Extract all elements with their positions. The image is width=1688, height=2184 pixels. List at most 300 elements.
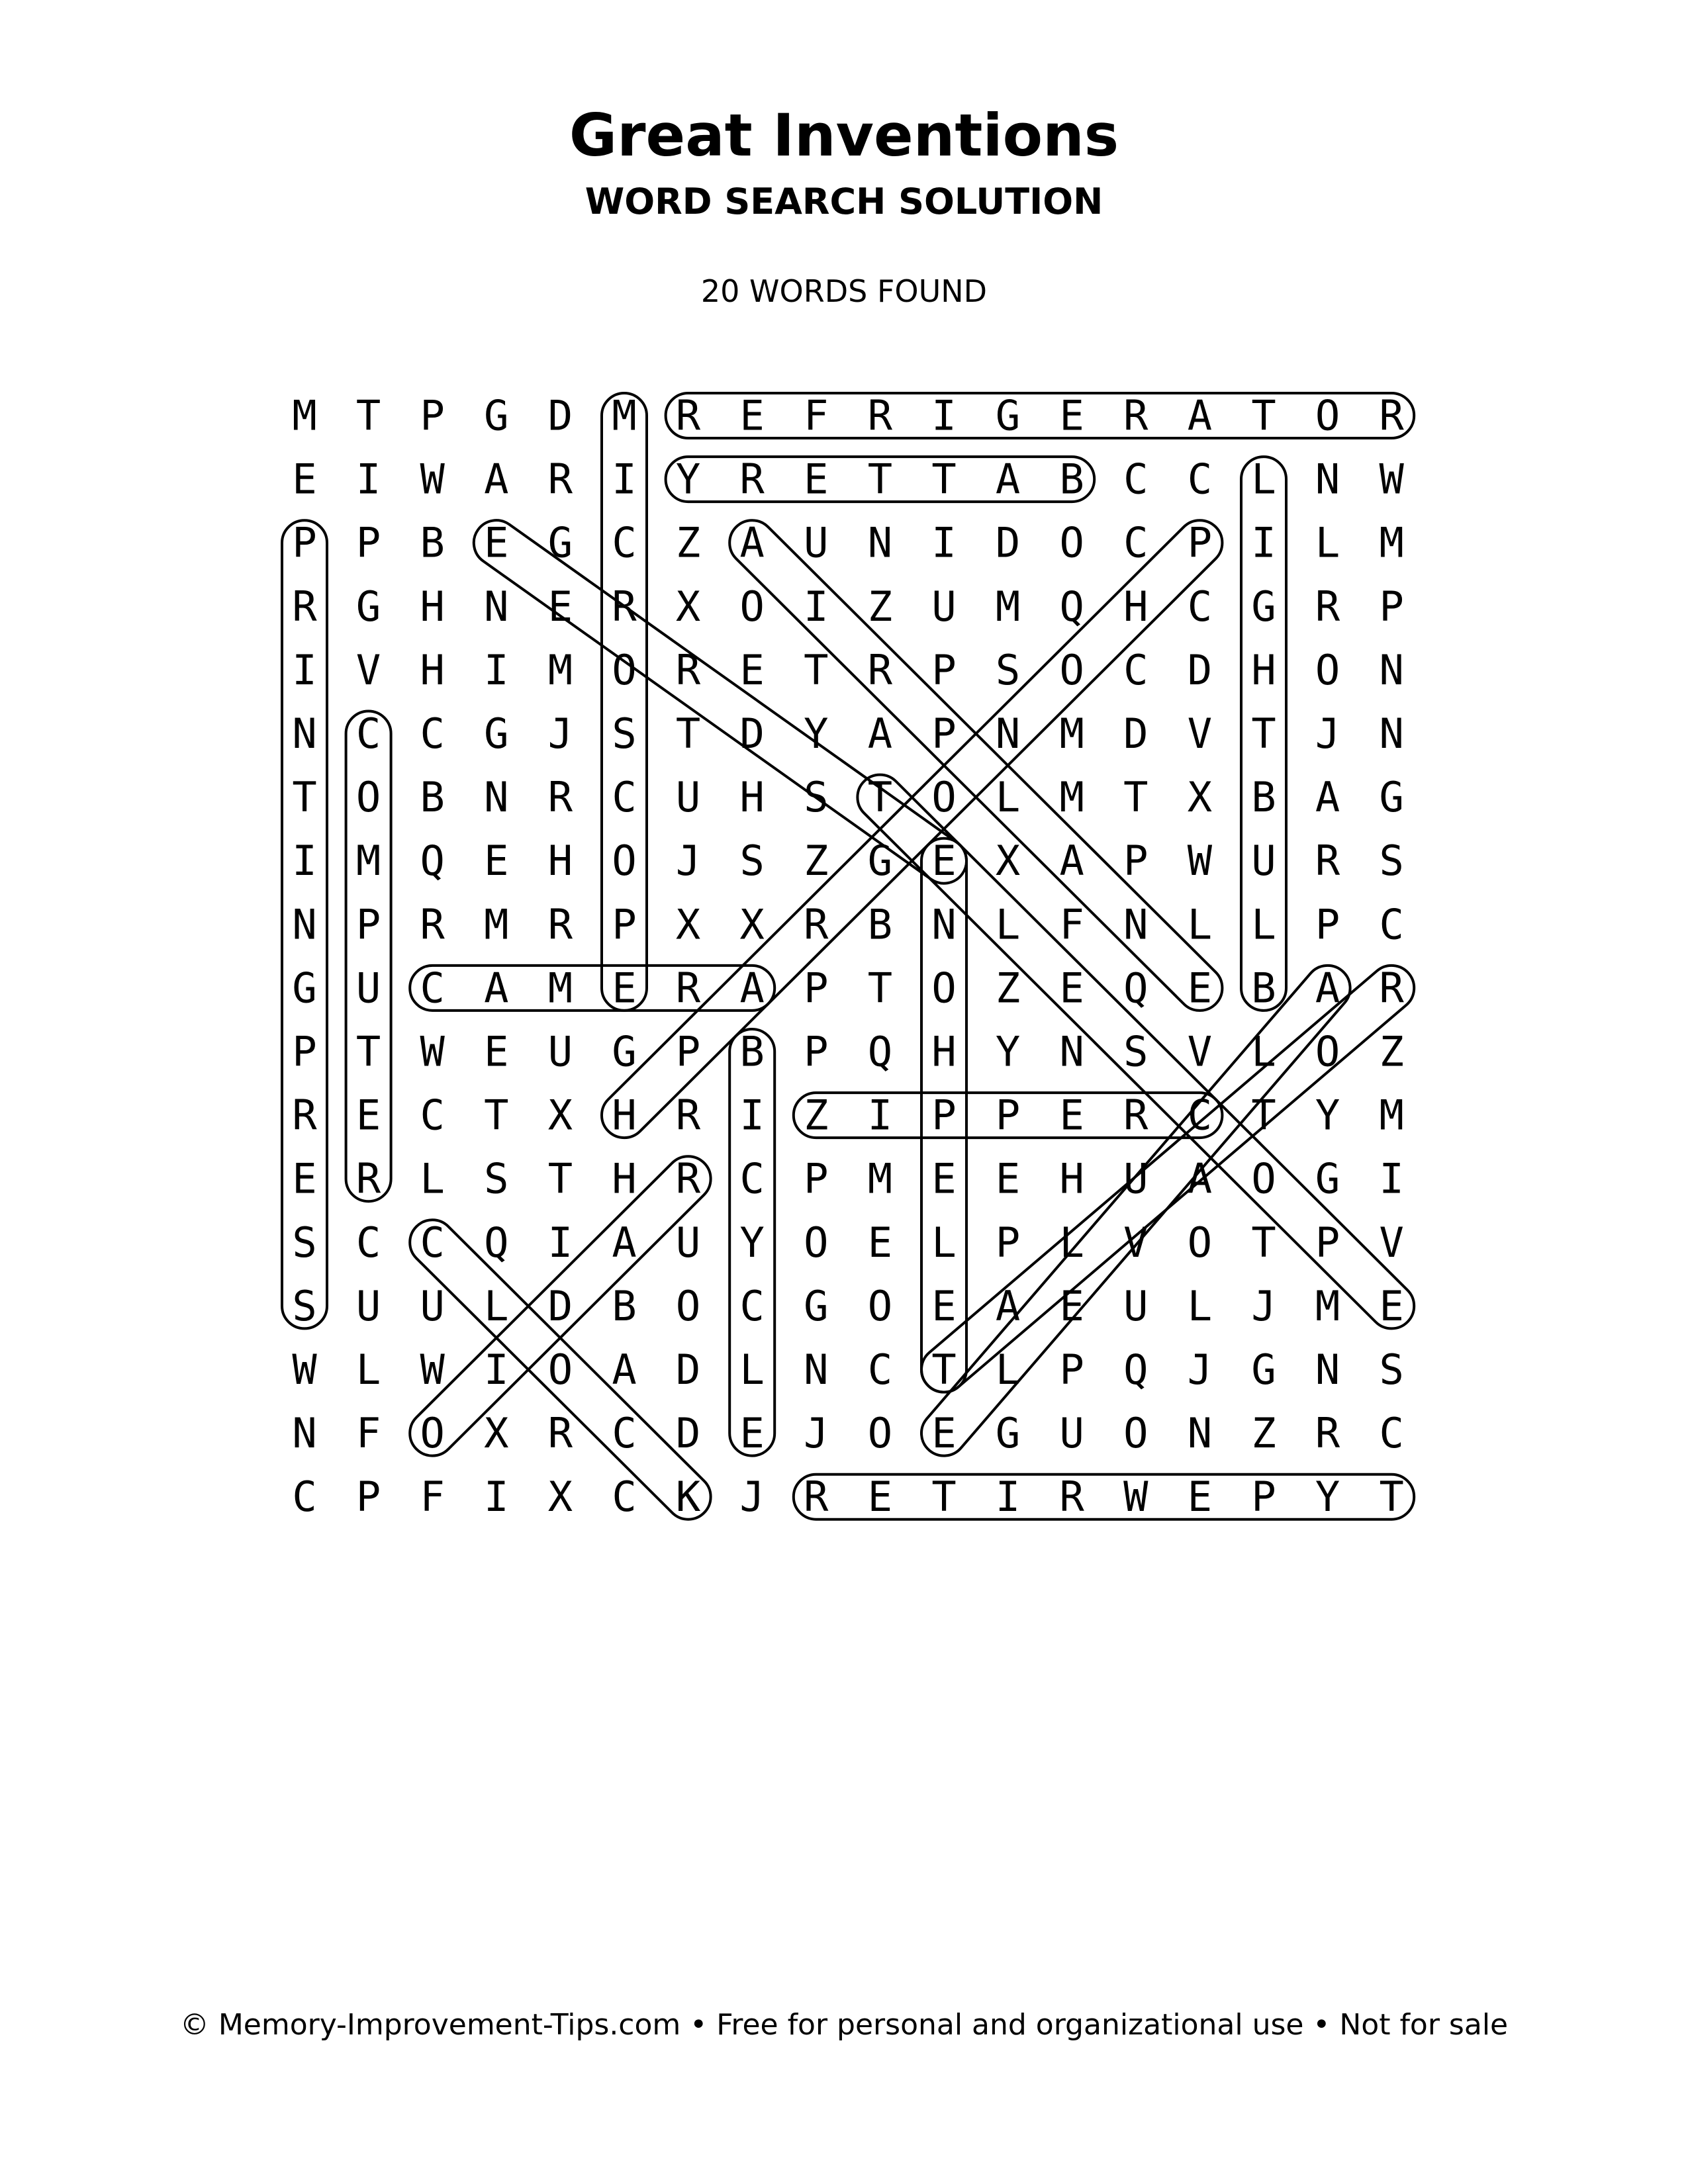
grid-letter: M: [547, 645, 573, 694]
grid-letter: W: [1123, 1473, 1149, 1522]
grid-letter: D: [675, 1409, 701, 1458]
grid-letter: T: [355, 1027, 381, 1076]
grid-letter: P: [804, 1154, 829, 1203]
grid-letter: E: [1059, 1281, 1084, 1330]
grid-letter: R: [675, 391, 701, 440]
grid-letter: G: [867, 837, 893, 886]
grid-letter: C: [867, 1345, 893, 1394]
grid-letter: L: [995, 773, 1021, 822]
grid-letter: M: [867, 1154, 893, 1203]
grid-letter: Z: [995, 964, 1021, 1013]
grid-letter: T: [547, 1154, 573, 1203]
grid-letter: R: [612, 582, 637, 631]
grid-letter: J: [1315, 709, 1340, 758]
grid-letter: B: [420, 773, 445, 822]
grid-letter: R: [1379, 964, 1404, 1013]
grid-letter: V: [1123, 1218, 1149, 1267]
grid-letter: L: [931, 1218, 957, 1267]
grid-letter: H: [547, 837, 573, 886]
grid-letter: P: [1123, 837, 1149, 886]
grid-letter: Y: [1315, 1473, 1340, 1522]
copyright-footer: © Memory-Improvement-Tips.com • Free for personal and organizational use • Not for sale: [179, 2008, 1509, 2042]
grid-letter: G: [484, 391, 509, 440]
grid-letter: C: [1123, 518, 1149, 567]
grid-letter: T: [355, 391, 381, 440]
grid-letter: P: [675, 1027, 701, 1076]
grid-letter: J: [675, 837, 701, 886]
grid-letter: I: [484, 1345, 509, 1394]
grid-letter: H: [1059, 1154, 1084, 1203]
grid-letter: V: [1379, 1218, 1404, 1267]
grid-letter: D: [995, 518, 1021, 567]
grid-letter: E: [484, 518, 509, 567]
grid-letter: A: [995, 1281, 1021, 1330]
grid-letter: W: [1379, 455, 1404, 504]
grid-letter: A: [995, 455, 1021, 504]
grid-letter: P: [931, 1091, 957, 1140]
grid-letter: O: [1187, 1218, 1213, 1267]
grid-letter: O: [1315, 645, 1340, 694]
grid-letter: U: [1123, 1154, 1149, 1203]
grid-letter: Z: [1379, 1027, 1404, 1076]
grid-letter: P: [931, 709, 957, 758]
grid-letter: T: [1379, 1473, 1404, 1522]
grid-letter: X: [739, 900, 765, 949]
grid-letter: E: [1059, 964, 1084, 1013]
grid-letter: O: [420, 1409, 445, 1458]
grid-letter: R: [292, 582, 317, 631]
grid-letter: A: [484, 455, 509, 504]
grid-letter: E: [1379, 1281, 1404, 1330]
grid-letter: R: [675, 645, 701, 694]
grid-letter: J: [1251, 1281, 1276, 1330]
grid-letter: U: [355, 964, 381, 1013]
grid-letter: X: [1187, 773, 1213, 822]
grid-letter: R: [1315, 837, 1340, 886]
grid-letter: V: [1187, 1027, 1213, 1076]
grid-letter: C: [612, 1473, 637, 1522]
grid-letter: P: [804, 964, 829, 1013]
grid-letter: W: [292, 1345, 317, 1394]
grid-letter: R: [1315, 582, 1340, 631]
grid-letter: D: [1123, 709, 1149, 758]
grid-letter: L: [1251, 900, 1276, 949]
grid-letter: J: [547, 709, 573, 758]
grid-letter: R: [547, 455, 573, 504]
grid-letter: T: [931, 1473, 957, 1522]
grid-letter: N: [1187, 1409, 1213, 1458]
grid-letter: S: [292, 1218, 317, 1267]
grid-letter: P: [1187, 518, 1213, 567]
grid-letter: E: [292, 455, 317, 504]
grid-letter: Y: [739, 1218, 765, 1267]
grid-letter: G: [292, 964, 317, 1013]
grid-letter: G: [484, 709, 509, 758]
grid-letter: P: [612, 900, 637, 949]
grid-letter: H: [420, 645, 445, 694]
grid-letter: X: [484, 1409, 509, 1458]
grid-letter: E: [931, 1154, 957, 1203]
grid-letter: T: [1251, 1218, 1276, 1267]
grid-letter: O: [612, 837, 637, 886]
grid-letter: C: [612, 773, 637, 822]
grid-letter: A: [612, 1345, 637, 1394]
grid-letter: E: [1059, 1091, 1084, 1140]
grid-letter: P: [1315, 1218, 1340, 1267]
grid-letter: E: [292, 1154, 317, 1203]
grid-letter: Y: [1315, 1091, 1340, 1140]
grid-letter: O: [804, 1218, 829, 1267]
grid-letter: A: [1187, 391, 1213, 440]
grid-letter: O: [867, 1409, 893, 1458]
grid-letter: A: [484, 964, 509, 1013]
grid-letter: P: [420, 391, 445, 440]
grid-letter: D: [675, 1345, 701, 1394]
grid-letter: N: [867, 518, 893, 567]
grid-letter: R: [675, 1154, 701, 1203]
grid-letter: C: [355, 1218, 381, 1267]
grid-letter: C: [292, 1473, 317, 1522]
grid-letter: V: [1187, 709, 1213, 758]
grid-letter: C: [1379, 900, 1404, 949]
grid-letter: C: [739, 1281, 765, 1330]
grid-letter: A: [612, 1218, 637, 1267]
grid-letter: E: [547, 582, 573, 631]
grid-letter: K: [675, 1473, 701, 1522]
grid-letter: X: [995, 837, 1021, 886]
grid-letter: W: [420, 1027, 445, 1076]
grid-letter: R: [1315, 1409, 1340, 1458]
grid-letter: N: [1123, 900, 1149, 949]
grid-letter: N: [1059, 1027, 1084, 1076]
grid-letter: L: [995, 900, 1021, 949]
grid-letter: C: [1187, 1091, 1213, 1140]
grid-letter: C: [1123, 455, 1149, 504]
grid-letter: S: [995, 645, 1021, 694]
grid-letter: O: [612, 645, 637, 694]
grid-letter: I: [1379, 1154, 1404, 1203]
grid-letter: L: [484, 1281, 509, 1330]
words-found-count: 20 WORDS FOUND: [700, 273, 988, 309]
grid-letter: F: [1059, 900, 1084, 949]
grid-letter: I: [1251, 518, 1276, 567]
grid-letter: O: [1315, 391, 1340, 440]
grid-letter: O: [1123, 1409, 1149, 1458]
grid-letter: I: [804, 582, 829, 631]
grid-letter: N: [292, 709, 317, 758]
grid-letter: L: [1059, 1218, 1084, 1267]
grid-letter: H: [931, 1027, 957, 1076]
grid-letter: A: [1059, 837, 1084, 886]
grid-letter: E: [931, 837, 957, 886]
grid-letter: E: [739, 645, 765, 694]
grid-letter: Q: [1123, 964, 1149, 1013]
grid-letter: M: [995, 582, 1021, 631]
grid-letter: B: [1251, 964, 1276, 1013]
grid-letter: T: [804, 645, 829, 694]
grid-letter: Z: [675, 518, 701, 567]
grid-letter: P: [931, 645, 957, 694]
grid-letter: S: [804, 773, 829, 822]
grid-letter: U: [547, 1027, 573, 1076]
grid-letter: H: [739, 773, 765, 822]
grid-letter: D: [547, 391, 573, 440]
grid-letter: R: [675, 964, 701, 1013]
grid-letter: P: [355, 1473, 381, 1522]
grid-letter: T: [931, 455, 957, 504]
grid-letter: L: [355, 1345, 381, 1394]
grid-letter: Z: [1251, 1409, 1276, 1458]
grid-letter: L: [1251, 1027, 1276, 1076]
grid-letter: R: [547, 1409, 573, 1458]
grid-letter: G: [995, 391, 1021, 440]
grid-letter: Q: [1059, 582, 1084, 631]
grid-letter: P: [995, 1091, 1021, 1140]
grid-letter: O: [931, 964, 957, 1013]
grid-letter: R: [1123, 391, 1149, 440]
grid-letter: E: [1059, 391, 1084, 440]
grid-letter: O: [355, 773, 381, 822]
grid-letter: G: [612, 1027, 637, 1076]
grid-letter: G: [1315, 1154, 1340, 1203]
grid-letter: M: [1379, 1091, 1404, 1140]
word-loop-tractor: [912, 956, 1423, 1401]
grid-letter: X: [675, 582, 701, 631]
grid-letter: U: [931, 582, 957, 631]
grid-letter: F: [420, 1473, 445, 1522]
grid-letter: A: [1315, 964, 1340, 1013]
grid-letter: O: [931, 773, 957, 822]
grid-letter: M: [1059, 773, 1084, 822]
grid-letter: L: [1251, 455, 1276, 504]
grid-letter: O: [1315, 1027, 1340, 1076]
grid-letter: O: [867, 1281, 893, 1330]
grid-letter: I: [612, 455, 637, 504]
grid-letter: O: [547, 1345, 573, 1394]
grid-letter: U: [420, 1281, 445, 1330]
grid-letter: J: [1187, 1345, 1213, 1394]
grid-letter: I: [355, 455, 381, 504]
grid-letter: A: [739, 964, 765, 1013]
grid-letter: O: [1059, 645, 1084, 694]
grid-letter: C: [420, 964, 445, 1013]
grid-letter: G: [1379, 773, 1404, 822]
grid-letter: R: [867, 645, 893, 694]
grid-letter: P: [355, 900, 381, 949]
grid-letter: P: [292, 518, 317, 567]
grid-letter: N: [1379, 709, 1404, 758]
grid-letter: Y: [995, 1027, 1021, 1076]
grid-letter: S: [1123, 1027, 1149, 1076]
grid-letter: A: [867, 709, 893, 758]
grid-letter: R: [1379, 391, 1404, 440]
grid-letter: I: [547, 1218, 573, 1267]
grid-letter: W: [420, 1345, 445, 1394]
grid-letter: O: [739, 582, 765, 631]
grid-letter: G: [1251, 582, 1276, 631]
grid-letter: C: [355, 709, 381, 758]
grid-letter: G: [547, 518, 573, 567]
grid-letter: E: [1187, 964, 1213, 1013]
grid-letter: U: [675, 1218, 701, 1267]
grid-letter: U: [675, 773, 701, 822]
grid-letter: L: [1315, 518, 1340, 567]
grid-letter: R: [547, 900, 573, 949]
grid-letter: S: [292, 1281, 317, 1330]
grid-letter: M: [1059, 709, 1084, 758]
grid-letter: Q: [1123, 1345, 1149, 1394]
grid-letter: M: [1315, 1281, 1340, 1330]
grid-letter: V: [355, 645, 381, 694]
grid-letter: T: [1251, 709, 1276, 758]
grid-letter: R: [804, 900, 829, 949]
grid-letter: U: [355, 1281, 381, 1330]
grid-letter: E: [484, 837, 509, 886]
grid-letter: A: [1315, 773, 1340, 822]
grid-letter: X: [547, 1473, 573, 1522]
grid-letter: C: [420, 1218, 445, 1267]
grid-letter: R: [675, 1091, 701, 1140]
grid-letter: X: [547, 1091, 573, 1140]
grid-letter: C: [612, 518, 637, 567]
grid-letter: N: [804, 1345, 829, 1394]
grid-letter: T: [292, 773, 317, 822]
grid-letter: E: [739, 391, 765, 440]
grid-letter: N: [931, 900, 957, 949]
grid-letter: S: [1379, 1345, 1404, 1394]
grid-letter: P: [995, 1218, 1021, 1267]
grid-letter: R: [292, 1091, 317, 1140]
grid-letter: B: [612, 1281, 637, 1330]
grid-letter: M: [484, 900, 509, 949]
grid-letter: R: [355, 1154, 381, 1203]
grid-letter: P: [355, 518, 381, 567]
grid-letter: M: [1379, 518, 1404, 567]
grid-letter: E: [1187, 1473, 1213, 1522]
page-title: Great Inventions: [569, 101, 1119, 169]
grid-letter: Q: [484, 1218, 509, 1267]
grid-letter: I: [292, 645, 317, 694]
grid-letter: G: [355, 582, 381, 631]
grid-letter: W: [1187, 837, 1213, 886]
grid-letter: R: [867, 391, 893, 440]
grid-letter: D: [1187, 645, 1213, 694]
grid-letter: O: [1059, 518, 1084, 567]
grid-letter: W: [420, 455, 445, 504]
grid-letter: M: [547, 964, 573, 1013]
grid-letter: H: [1123, 582, 1149, 631]
grid-letter: Z: [804, 1091, 829, 1140]
grid-letter: J: [804, 1409, 829, 1458]
grid-letter: P: [1251, 1473, 1276, 1522]
grid-letter: R: [1059, 1473, 1084, 1522]
grid-letter: L: [1187, 900, 1213, 949]
grid-letter: I: [292, 837, 317, 886]
grid-letter: C: [1123, 645, 1149, 694]
grid-letter: N: [1315, 1345, 1340, 1394]
grid-letter: P: [1059, 1345, 1084, 1394]
letter-grid: [292, 392, 1404, 1522]
grid-letter: I: [484, 1473, 509, 1522]
grid-letter: N: [1315, 455, 1340, 504]
grid-letter: S: [1379, 837, 1404, 886]
grid-letter: S: [484, 1154, 509, 1203]
grid-letter: H: [420, 582, 445, 631]
grid-letter: X: [675, 900, 701, 949]
grid-letter: E: [931, 1409, 957, 1458]
grid-letter: T: [675, 709, 701, 758]
grid-letter: I: [739, 1091, 765, 1140]
grid-letter: N: [1379, 645, 1404, 694]
grid-letter: E: [995, 1154, 1021, 1203]
grid-letter: T: [867, 964, 893, 1013]
grid-letter: E: [804, 455, 829, 504]
grid-letter: D: [739, 709, 765, 758]
grid-letter: E: [931, 1281, 957, 1330]
grid-letter: E: [612, 964, 637, 1013]
grid-letter: N: [484, 582, 509, 631]
grid-letter: A: [739, 518, 765, 567]
grid-letter: C: [739, 1154, 765, 1203]
grid-letter: B: [420, 518, 445, 567]
word-loop-engine: [465, 512, 975, 892]
grid-letter: I: [867, 1091, 893, 1140]
grid-letter: G: [804, 1281, 829, 1330]
grid-letter: T: [1251, 1091, 1276, 1140]
grid-letter: B: [739, 1027, 765, 1076]
grid-letter: E: [355, 1091, 381, 1140]
grid-letter: B: [1059, 455, 1084, 504]
grid-letter: I: [931, 518, 957, 567]
word-loop-refrigerator: [666, 393, 1415, 438]
grid-letter: M: [612, 391, 637, 440]
grid-letter: U: [1059, 1409, 1084, 1458]
grid-letter: Z: [804, 837, 829, 886]
grid-letter: P: [1379, 582, 1404, 631]
grid-letter: R: [804, 1473, 829, 1522]
grid-letter: N: [292, 900, 317, 949]
grid-letter: L: [420, 1154, 445, 1203]
grid-letter: E: [867, 1218, 893, 1267]
grid-letter: B: [1251, 773, 1276, 822]
grid-letter: Z: [867, 582, 893, 631]
grid-letter: U: [1251, 837, 1276, 886]
grid-letter: P: [1315, 900, 1340, 949]
word-loop-autopsy: [720, 511, 1231, 1020]
grid-letter: E: [867, 1473, 893, 1522]
grid-letter: U: [804, 518, 829, 567]
grid-letter: A: [1187, 1154, 1213, 1203]
grid-letter: I: [484, 645, 509, 694]
grid-letter: P: [804, 1027, 829, 1076]
grid-letter: T: [931, 1345, 957, 1394]
grid-letter: C: [1379, 1409, 1404, 1458]
grid-letter: B: [867, 900, 893, 949]
grid-letter: T: [1123, 773, 1149, 822]
grid-letter: L: [995, 1345, 1021, 1394]
grid-letter: C: [1187, 455, 1213, 504]
grid-letter: H: [612, 1091, 637, 1140]
grid-letter: Y: [804, 709, 829, 758]
grid-letter: R: [420, 900, 445, 949]
grid-letter: L: [739, 1345, 765, 1394]
grid-letter: I: [931, 391, 957, 440]
grid-letter: Q: [867, 1027, 893, 1076]
grid-letter: T: [1251, 391, 1276, 440]
grid-letter: C: [420, 1091, 445, 1140]
grid-letter: S: [612, 709, 637, 758]
grid-letter: M: [292, 391, 317, 440]
